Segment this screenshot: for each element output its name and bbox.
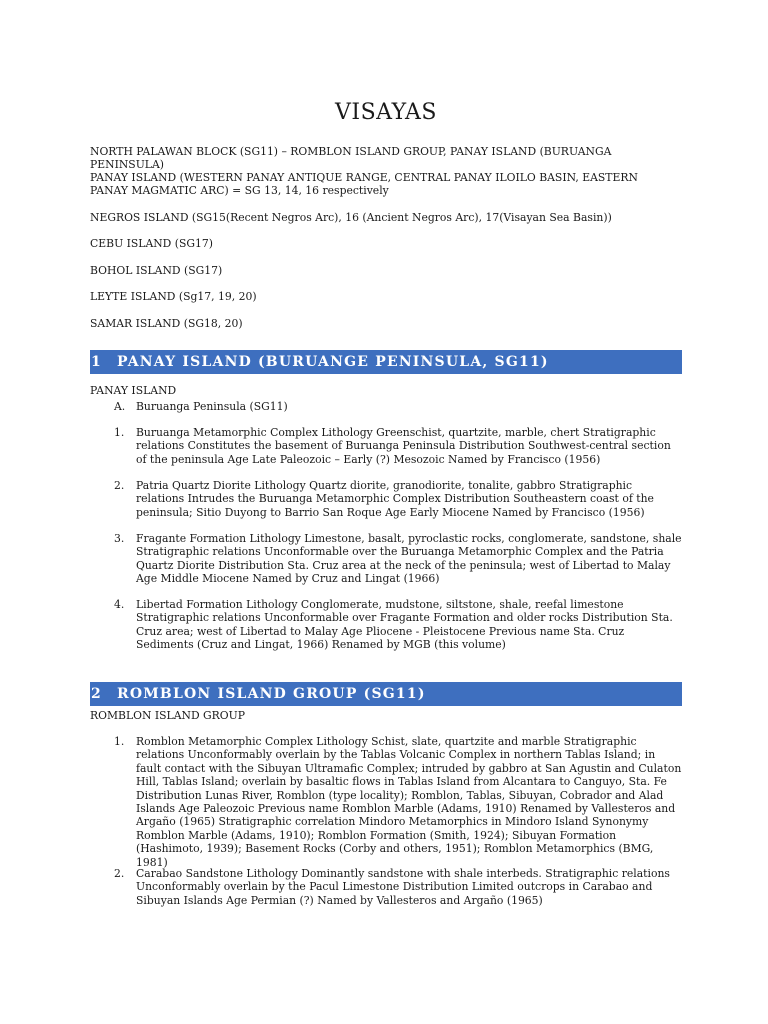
list-marker: 2. [114, 479, 125, 492]
list-marker: A. [114, 400, 126, 413]
list-item-text: Romblon Metamorphic Complex Lithology Schist, slate, quartzite and marble Stratigraphic relations Unconformably overlain by the Tablas Volcanic Complex in northern Tablas Island; in fault contact with the Sibuyan Ultramafic Complex; intruded by gabbro at San Agustin and Culaton Hill, Tablas Island; overlain by basaltic flows in Tablas Island from Alcantara to Canguyo, Sta. Fe Distribution Lunas River, Romblon (type locality); Romblon, Tablas, Sibuyan, Cobrador and Alad Islands Age Paleozoic Previous name Romblon Marble (Adams, 1910) Renamed by Vallesteros and Argaño (1965) Stratigraphic correlation Mindoro Metamorphics in Mindoro Island Synonymy Romblon Marble (Adams, 1910); Romblon Formation (Smith, 1924); Sibuyan Formation (Hashimoto, 1939); Basement Rocks (Corby and others, 1951); Romblon Metamorphics (BMG, 1981) [136, 735, 682, 869]
list-item-text: Fragante Formation Lithology Limestone, basalt, pyroclastic rocks, conglomerate, sandstone, shale Stratigraphic relations Unconformable over the Buruanga Metamorphic Complex and the Patria Quartz Diorite Distribution Sta. Cruz area at the neck of the peninsula; west of Libertad to Malay Age Middle Miocene Named by Cruz and Lingat (1966) [136, 532, 682, 586]
list-item-text: Patria Quartz Diorite Lithology Quartz diorite, granodiorite, tonalite, gabbro Stratigraphic relations Intrudes the Buruanga Metamorphic Complex Distribution Southeastern coast of the peninsula; Sitio Duyong to Barrio San Roque Age Early Miocene Named by Francisco (1956) [136, 479, 654, 519]
list-marker: 2. [114, 867, 125, 880]
section-heading: PANAY ISLAND (BURUANGE PENINSULA, SG11) [117, 354, 549, 370]
page-title: VISAYAS [335, 100, 437, 125]
section-subtitle: ROMBLON ISLAND GROUP [90, 709, 246, 722]
section-heading-bar [90, 350, 682, 374]
section-number: 2 [91, 686, 102, 702]
intro-line: PANAY ISLAND (WESTERN PANAY ANTIQUE RANGE, CENTRAL PANAY ILOILO BASIN, EASTERN PANAY MAGMATIC ARC) = SG 13, 14, 16 respectively [90, 171, 638, 197]
section-heading-bar [90, 682, 682, 706]
intro-line: SAMAR ISLAND (SG18, 20) [90, 317, 243, 330]
list-item-text: Carabao Sandstone Lithology Dominantly sandstone with shale interbeds. Stratigraphic relations Unconformably overlain by the Pacul Limestone Distribution Limited outcrops in Carabao and Sibuyan Islands Age Permian (?) Named by Vallesteros and Argaño (1965) [136, 867, 670, 907]
list-marker: 4. [114, 598, 125, 611]
list-item-text: Buruanga Peninsula (SG11) [136, 400, 288, 413]
section-subtitle: PANAY ISLAND [90, 384, 177, 397]
intro-line: BOHOL ISLAND (SG17) [90, 264, 223, 277]
intro-line: CEBU ISLAND (SG17) [90, 237, 213, 250]
intro-line: NEGROS ISLAND (SG15(Recent Negros Arc), 16 (Ancient Negros Arc), 17(Visayan Sea Basin)) [90, 211, 612, 224]
section-number: 1 [91, 354, 102, 370]
list-marker: 1. [114, 426, 125, 439]
list-item-text: Buruanga Metamorphic Complex Lithology Greenschist, quartzite, marble, chert Stratigraphic relations Constitutes the basement of Buruanga Peninsula Distribution Southwest-central section of the peninsula Age Late Paleozoic – Early (?) Mesozoic Named by Francisco (1956) [136, 426, 671, 466]
list-item-text: Libertad Formation Lithology Conglomerate, mudstone, siltstone, shale, reefal limestone Stratigraphic relations Unconformable over Fragante Formation and older rocks Distribution Sta. Cruz area; west of Libertad to Malay Age Pliocene - Pleistocene Previous name Sta. Cruz Sediments (Cruz and Lingat, 1966) Renamed by MGB (this volume) [136, 598, 673, 652]
intro-line: NORTH PALAWAN BLOCK (SG11) – ROMBLON ISLAND GROUP, PANAY ISLAND (BURUANGA PENINSULA) [90, 145, 612, 171]
intro-line: LEYTE ISLAND (Sg17, 19, 20) [90, 290, 257, 303]
list-marker: 3. [114, 532, 125, 545]
list-marker: 1. [114, 735, 125, 748]
section-heading: ROMBLON ISLAND GROUP (SG11) [117, 686, 426, 702]
